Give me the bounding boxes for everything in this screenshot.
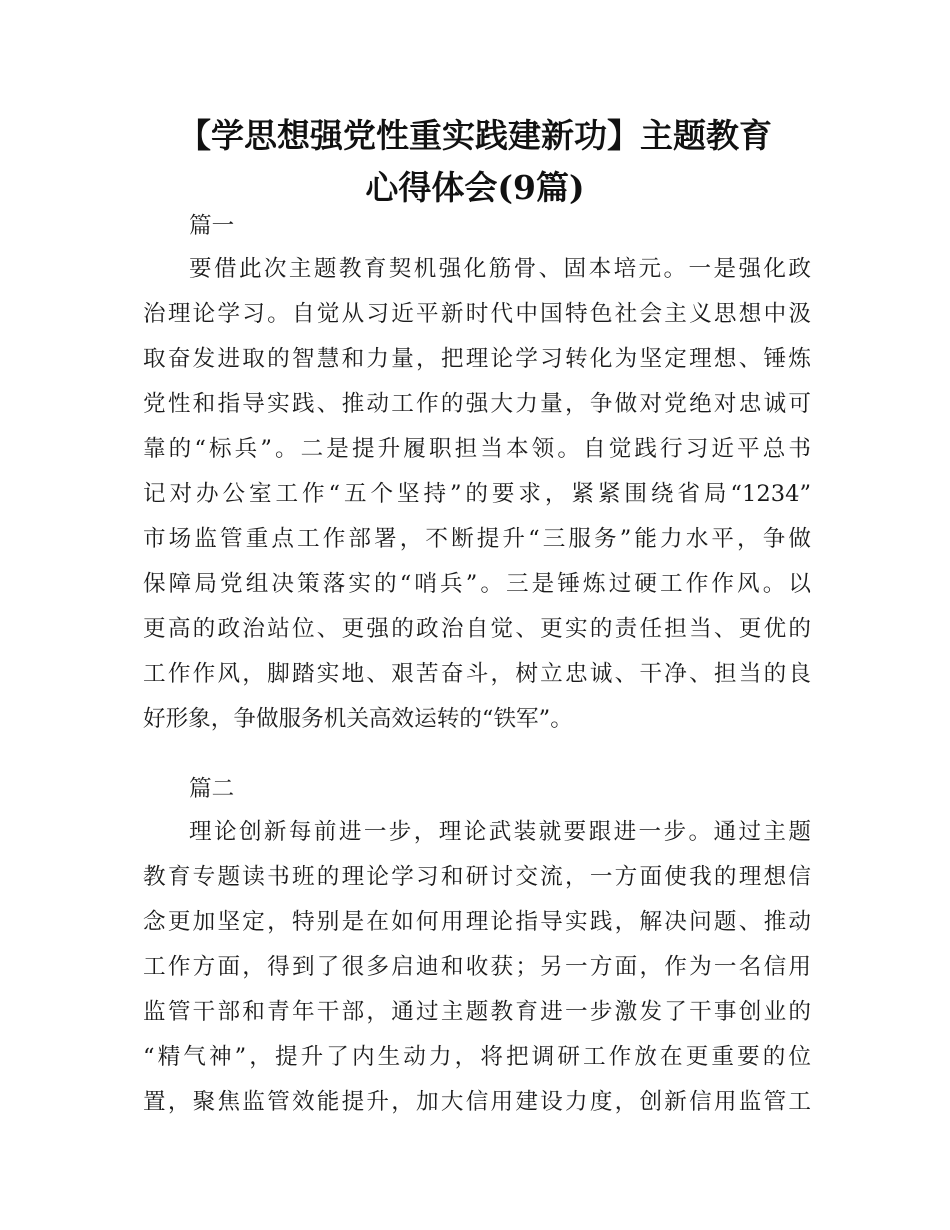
paragraph-line: 更高的政治站位、更强的政治自觉、更实的责任担当、更优的 [143, 616, 811, 642]
paragraph-line: 保障局党组决策落实的“哨兵”。三是锤炼过硬工作作风。以 [143, 571, 811, 597]
paragraph-line: 要借此次主题教育契机强化筋骨、固本培元。一是强化政 [189, 256, 811, 282]
paragraph-line: 市场监管重点工作部署，不断提升“三服务”能力水平，争做 [143, 526, 811, 552]
section-1-heading: 篇一 [189, 213, 235, 239]
paragraph-line: 靠的“标兵”。二是提升履职担当本领。自觉践行习近平总书 [143, 436, 811, 462]
section-2-paragraph [143, 810, 811, 1125]
section-1-paragraph [143, 247, 811, 742]
paragraph-line: 党性和指导实践、推动工作的强大力量，争做对党绝对忠诚可 [143, 391, 811, 417]
paragraph-line: 取奋发进取的智慧和力量，把理论学习转化为坚定理想、锤炼 [143, 346, 811, 372]
paragraph-line: 置，聚焦监管效能提升，加大信用建设力度，创新信用监管工 [143, 1089, 811, 1115]
paragraph-line: 工作方面，得到了很多启迪和收获；另一方面，作为一名信用 [143, 954, 811, 980]
paragraph-line: “精气神”，提升了内生动力，将把调研工作放在更重要的位 [143, 1044, 811, 1070]
paragraph-line: 好形象，争做服务机关高效运转的“铁军”。 [143, 706, 573, 732]
paragraph-line: 教育专题读书班的理论学习和研讨交流，一方面使我的理想信 [143, 864, 811, 890]
section-2-heading: 篇二 [189, 776, 235, 802]
paragraph-line: 念更加坚定，特别是在如何用理论指导实践，解决问题、推动 [143, 909, 811, 935]
paragraph-line: 记对办公室工作“五个坚持”的要求，紧紧围绕省局“1234” [143, 481, 811, 507]
document-title [140, 110, 810, 214]
title-line-1: 【学思想强党性重实践建新功】主题教育 [178, 116, 772, 155]
title-line-2: 心得体会(9篇) [365, 168, 585, 207]
paragraph-line: 监管干部和青年干部，通过主题教育进一步激发了干事创业的 [143, 999, 811, 1025]
paragraph-line: 理论创新每前进一步，理论武装就要跟进一步。通过主题 [189, 819, 811, 845]
paragraph-line: 治理论学习。自觉从习近平新时代中国特色社会主义思想中汲 [143, 301, 811, 327]
paragraph-line: 工作作风，脚踏实地、艰苦奋斗，树立忠诚、干净、担当的良 [143, 661, 811, 687]
